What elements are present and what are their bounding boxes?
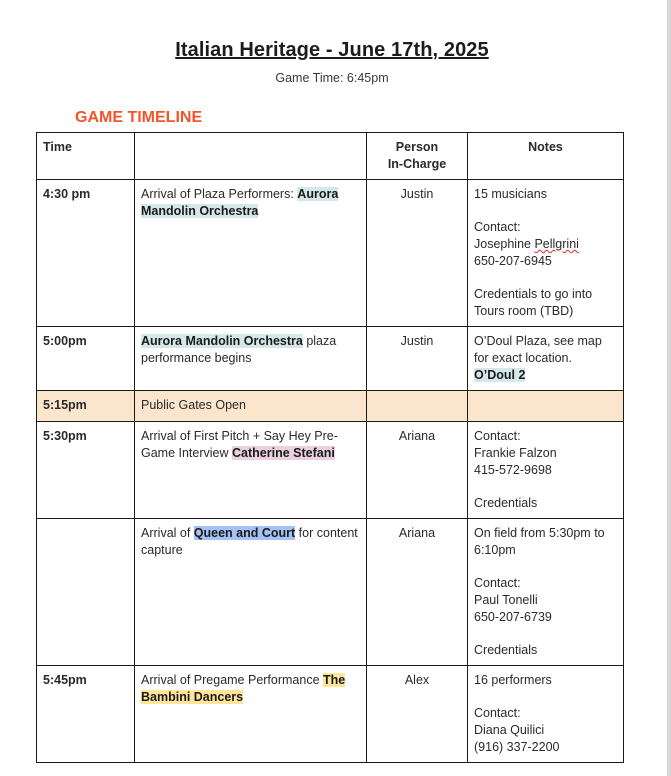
highlight-location: O’Doul 2 <box>474 368 526 382</box>
table-header-row <box>37 133 624 180</box>
row-time: 4:30 pm <box>37 180 135 327</box>
row-time: 5:45pm <box>37 666 135 763</box>
row-event: Arrival of Queen and Court for content capture <box>135 519 367 666</box>
row-person: Ariana <box>367 519 468 666</box>
row-time: 5:00pm <box>37 327 135 391</box>
highlight-name: Aurora Mandolin Orchestra <box>141 187 339 218</box>
page-edge-bar <box>667 0 671 776</box>
highlight-name: Aurora Mandolin Orchestra <box>141 334 303 348</box>
row-notes <box>468 391 624 422</box>
header-person: Person In-Charge <box>367 133 468 180</box>
row-person: Justin <box>367 327 468 391</box>
highlight-name: Queen and Court <box>193 526 296 540</box>
table-row <box>37 327 624 391</box>
row-time: 5:15pm <box>37 391 135 422</box>
header-event <box>135 133 367 180</box>
table-row <box>37 422 624 519</box>
spellcheck-word: Pellgrini <box>534 237 579 251</box>
highlight-name: The Bambini Dancers <box>141 673 346 704</box>
game-time: Game Time: 6:45pm <box>275 71 389 85</box>
document-title: Italian Heritage - June 17th, 2025 <box>175 39 489 61</box>
table-row <box>37 180 624 327</box>
table-row-highlight <box>37 391 624 422</box>
row-notes: 15 musicians Contact: Josephine Pellgrini 650-207-6945 Credentials to go into Tours room (TBD) <box>468 180 624 327</box>
row-person: Justin <box>367 180 468 327</box>
row-event: Arrival of First Pitch + Say Hey Pre-Game Interview Catherine Stefani <box>135 422 367 519</box>
table-row <box>37 666 624 763</box>
header-time: Time <box>37 133 135 180</box>
row-person: Alex <box>367 666 468 763</box>
row-person: Ariana <box>367 422 468 519</box>
row-time <box>37 519 135 666</box>
highlight-name: Catherine Stefani <box>232 446 335 460</box>
row-time: 5:30pm <box>37 422 135 519</box>
timeline-table <box>36 132 624 763</box>
row-notes: Contact: Frankie Falzon 415-572-9698 Credentials <box>468 422 624 519</box>
row-notes: O’Doul Plaza, see map for exact location. O’Doul 2 <box>468 327 624 391</box>
row-person <box>367 391 468 422</box>
row-notes: On field from 5:30pm to 6:10pm Contact: Paul Tonelli 650-207-6739 Credentials <box>468 519 624 666</box>
section-heading: GAME TIMELINE <box>75 109 203 126</box>
row-event: Public Gates Open <box>135 391 367 422</box>
header-notes: Notes <box>468 133 624 180</box>
row-notes: 16 performers Contact: Diana Quilici (916) 337-2200 <box>468 666 624 763</box>
row-event: Arrival of Pregame Performance The Bambini Dancers <box>135 666 367 763</box>
row-event: Aurora Mandolin Orchestra plaza performance begins <box>135 327 367 391</box>
table-row <box>37 519 624 666</box>
row-event: Arrival of Plaza Performers: Aurora Mandolin Orchestra <box>135 180 367 327</box>
